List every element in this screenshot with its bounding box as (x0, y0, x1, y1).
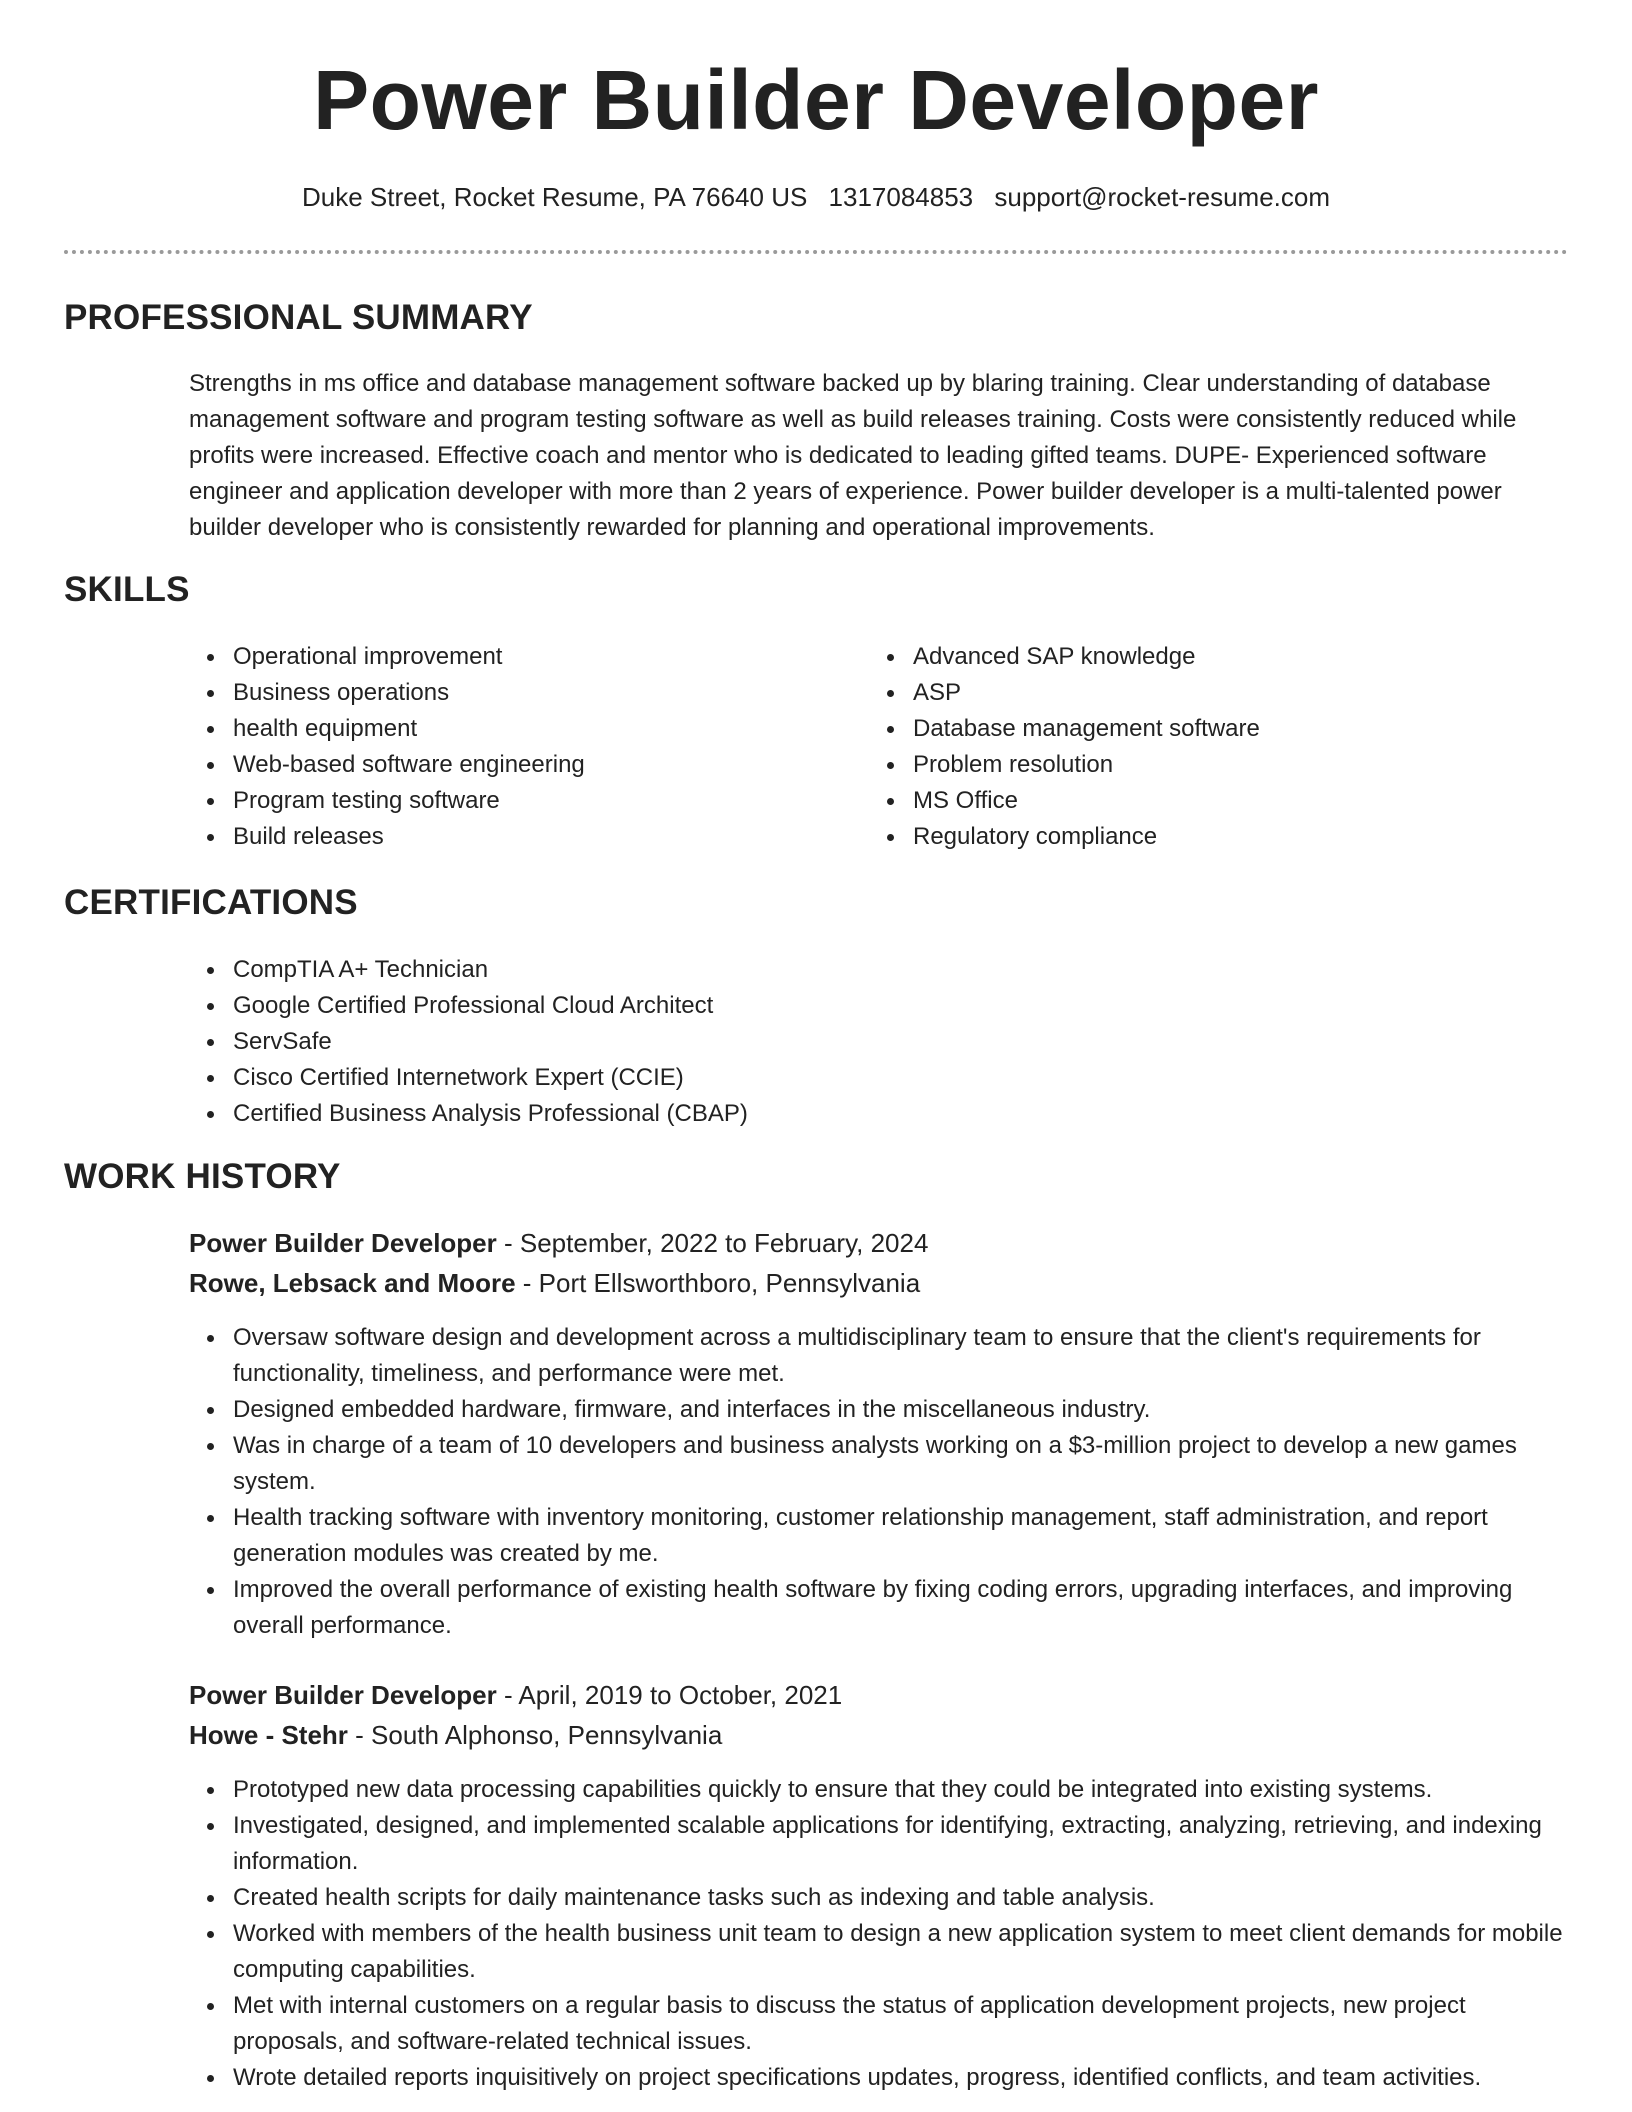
skill-item: Web-based software engineering (189, 747, 829, 783)
skill-item: Regulatory compliance (869, 819, 1509, 855)
job-bullet: Was in charge of a team of 10 developers and business analysts working on a $3-million project to develop a new games system. (189, 1428, 1569, 1500)
certification-item: CompTIA A+ Technician (189, 952, 1189, 988)
job-bullet: Health tracking software with inventory monitoring, customer relationship management, staff administration, and report generation modules was created by me. (189, 1500, 1569, 1572)
job-role-line (189, 1228, 928, 1259)
certification-item: ServSafe (189, 1024, 1189, 1060)
job-role: Power Builder Developer (189, 1228, 497, 1258)
job-role-line (189, 1680, 842, 1711)
job-bullet: Met with internal customers on a regular basis to discuss the status of application development projects, new project proposals, and software-related technical issues. (189, 1988, 1569, 2060)
job-bullets (189, 1772, 1569, 2096)
section-title-skills: SKILLS (64, 570, 190, 609)
job-bullet: Prototyped new data processing capabilities quickly to ensure that they could be integrated into existing systems. (189, 1772, 1569, 1808)
skill-item: health equipment (189, 711, 829, 747)
summary-text: Strengths in ms office and database management software backed up by blaring training. Clear understanding of database management software and program testing software as well as build releases training. Costs were consistently reduced while profits were increased. Effective coach and mentor who is dedicated to leading gifted teams. DUPE- Experienced software engineer and application developer with more than 2 years of experience. Power builder developer is a multi-talented power builder developer who is consistently rewarded for planning and operational improvements. (189, 370, 1517, 541)
job-bullet: Investigated, designed, and implemented scalable applications for identifying, extracting, analyzing, retrieving, and indexing information. (189, 1808, 1569, 1880)
resume-name: Power Builder Developer (313, 53, 1319, 147)
contact-address: Duke Street, Rocket Resume, PA 76640 US (301, 182, 808, 212)
skill-item: Problem resolution (869, 747, 1509, 783)
skill-item: MS Office (869, 783, 1509, 819)
job-role: Power Builder Developer (189, 1680, 497, 1710)
skill-item: Operational improvement (189, 639, 829, 675)
skill-item: ASP (869, 675, 1509, 711)
certifications-list (189, 952, 1189, 1132)
certification-item: Certified Business Analysis Professional (CBAP) (189, 1096, 1189, 1132)
skill-item: Business operations (189, 675, 829, 711)
section-title-certifications: CERTIFICATIONS (64, 883, 358, 922)
certification-item: Google Certified Professional Cloud Architect (189, 988, 1189, 1024)
job-bullet: Oversaw software design and development across a multidisciplinary team to ensure that the client's requirements for functionality, timeliness, and performance were met. (189, 1320, 1569, 1392)
skill-item: Program testing software (189, 783, 829, 819)
job-company: Howe - Stehr (189, 1720, 348, 1750)
skills-list-left (189, 639, 829, 855)
header-divider (64, 250, 1568, 254)
job-company-line (189, 1720, 722, 1751)
skills-list-right (869, 639, 1509, 855)
job-bullet: Improved the overall performance of existing health software by fixing coding errors, upgrading interfaces, and improving overall performance. (189, 1572, 1569, 1644)
job-bullet: Designed embedded hardware, firmware, and interfaces in the miscellaneous industry. (189, 1392, 1569, 1428)
job-bullet: Worked with members of the health business unit team to design a new application system to meet client demands for mobile computing capabilities. (189, 1916, 1569, 1988)
job-company-line (189, 1268, 920, 1299)
contact-email: support@rocket-resume.com (994, 182, 1331, 212)
skill-item: Advanced SAP knowledge (869, 639, 1509, 675)
job-location: - Port Ellsworthboro, Pennsylvania (515, 1268, 921, 1298)
job-dates: - September, 2022 to February, 2024 (496, 1228, 929, 1258)
job-bullet: Created health scripts for daily maintenance tasks such as indexing and table analysis. (189, 1880, 1569, 1916)
section-title-summary: PROFESSIONAL SUMMARY (64, 298, 533, 337)
job-company: Rowe, Lebsack and Moore (189, 1268, 516, 1298)
job-bullet: Wrote detailed reports inquisitively on project specifications updates, progress, identified conflicts, and team activities. (189, 2060, 1569, 2096)
job-bullets (189, 1320, 1569, 1644)
job-dates: - April, 2019 to October, 2021 (496, 1680, 843, 1710)
section-title-work-history: WORK HISTORY (64, 1157, 341, 1196)
skill-item: Build releases (189, 819, 829, 855)
contact-phone: 1317084853 (828, 182, 974, 212)
certification-item: Cisco Certified Internetwork Expert (CCIE) (189, 1060, 1189, 1096)
contact-line (0, 182, 1632, 213)
job-location: - South Alphonso, Pennsylvania (347, 1720, 723, 1750)
skill-item: Database management software (869, 711, 1509, 747)
